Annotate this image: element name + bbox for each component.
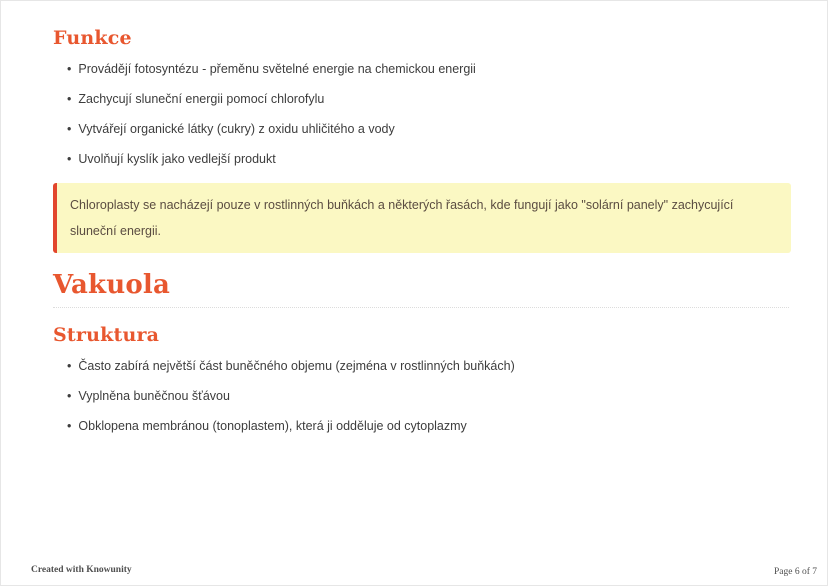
list-item [67, 123, 789, 136]
list-item [67, 93, 789, 106]
footer-branding: Created with Knowunity [31, 565, 132, 575]
bullet-text: Zachycují sluneční energii pomocí chlorofylu [78, 92, 325, 106]
list-item [67, 153, 789, 166]
bullet-text: Vyplněna buněčnou šťávou [78, 389, 230, 403]
section-heading-struktura: Struktura [53, 324, 160, 346]
bullet-icon: • [67, 122, 72, 136]
list-item [67, 390, 789, 403]
info-callout [53, 183, 791, 253]
section-heading-funkce: Funkce [53, 27, 132, 49]
list-item [67, 360, 789, 373]
bullet-icon: • [67, 419, 72, 433]
funkce-bullet-list [67, 63, 789, 166]
bullet-text: Provádějí fotosyntézu - přeměnu světelné energie na chemickou energii [78, 62, 476, 76]
bullet-icon: • [67, 62, 72, 76]
list-item [67, 420, 789, 433]
bullet-icon: • [67, 389, 72, 403]
section-heading-vakuola: Vakuola [53, 270, 171, 300]
bullet-text: Uvolňují kyslík jako vedlejší produkt [78, 152, 276, 166]
bullet-text: Vytvářejí organické látky (cukry) z oxidu uhličitého a vody [78, 122, 395, 136]
bullet-icon: • [67, 92, 72, 106]
struktura-bullet-list [67, 360, 789, 433]
bullet-icon: • [67, 359, 72, 373]
bullet-text: Často zabírá největší část buněčného objemu (zejména v rostlinných buňkách) [78, 359, 515, 373]
section-divider [53, 307, 789, 308]
page-content [1, 1, 827, 433]
footer-page-number: Page 6 of 7 [773, 567, 817, 577]
bullet-text: Obklopena membránou (tonoplastem), která ji odděluje od cytoplazmy [78, 419, 467, 433]
bullet-icon: • [67, 152, 72, 166]
list-item [67, 63, 789, 76]
callout-text: Chloroplasty se nacházejí pouze v rostlinných buňkách a některých řasách, kde fungují jako "solární panely" zachycující sluneční energii. [70, 198, 734, 238]
